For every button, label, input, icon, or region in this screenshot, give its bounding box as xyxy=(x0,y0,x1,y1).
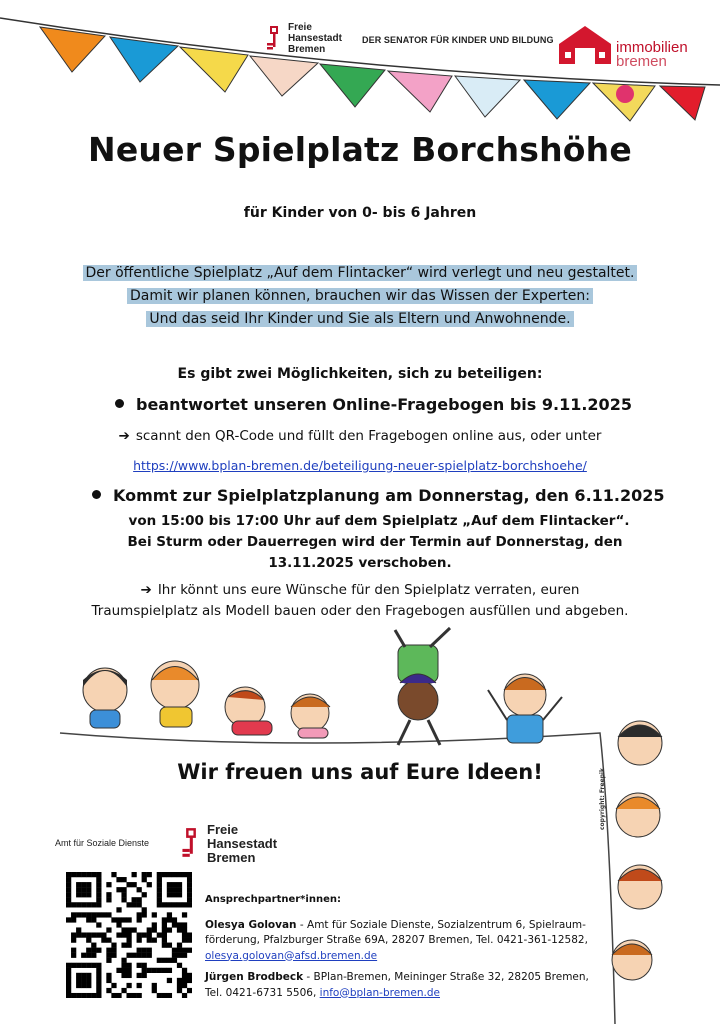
option2-desc-line: Traumspielplatz als Modell bauen oder den Fragebogen ausfüllen und abgeben. xyxy=(91,603,629,619)
contact-email-link[interactable]: olesya.golovan@afsd.bremen.de xyxy=(205,949,378,962)
contact-name: Olesya Golovan xyxy=(205,918,297,931)
contact-info: förderung, Pfalzburger Straße 69A, 28207 Bremen, Tel. 0421-361-12582, xyxy=(205,934,588,946)
bremen-logo-line1: Freie xyxy=(207,822,239,837)
option1-title-text: beantwortet unseren Online-Fragebogen bis 9.11.2025 xyxy=(136,395,632,414)
kid-handstand-icon xyxy=(395,628,450,745)
contact-info: - BPlan-Bremen, Meininger Straße 32, 28205 Bremen, xyxy=(303,971,589,983)
arrow-right-icon: ➔ xyxy=(140,582,152,598)
option2-details xyxy=(0,511,720,574)
kid-waving-icon xyxy=(488,674,562,743)
survey-link-row xyxy=(0,458,720,473)
contacts-block xyxy=(205,892,589,1007)
bremen-key-icon xyxy=(265,26,283,52)
intro-paragraph xyxy=(0,262,720,331)
contact-olesya xyxy=(205,918,589,965)
senator-label: DER SENATOR FÜR KINDER UND BILDUNG xyxy=(362,35,554,45)
kid-boy-icon xyxy=(151,661,199,727)
bremen-logo-line2: Hansestadt xyxy=(288,33,342,44)
amt-label: Amt für Soziale Dienste xyxy=(55,838,150,848)
option2-title-text: Kommt zur Spielplatzplanung am Donnerstag, den 6.11.2025 xyxy=(113,486,665,505)
bremen-logo xyxy=(265,22,342,55)
kid-smiling-icon xyxy=(291,694,330,738)
contacts-heading: Ansprechpartner*innen: xyxy=(205,894,341,905)
immobilien-line1: immobilien xyxy=(616,39,688,56)
contact-juergen xyxy=(205,970,589,1001)
contact-info: - Amt für Soziale Dienste, Sozialzentrum 6, Spielraum- xyxy=(296,918,586,931)
option1-desc-text: scannt den QR-Code und füllt den Fragebogen online aus, oder unter xyxy=(135,428,602,444)
survey-link[interactable]: https://www.bplan-bremen.de/beteiligung-neuer-spielplatz-borchshoehe/ xyxy=(133,458,587,473)
immobilien-line2: bremen xyxy=(616,53,667,70)
immobilien-house-icon xyxy=(555,22,615,66)
option2-title xyxy=(92,486,665,505)
bremen-logo-footer xyxy=(180,823,277,865)
page-title: Neuer Spielplatz Borchshöhe xyxy=(88,130,632,169)
contact-name: Jürgen Brodbeck xyxy=(205,971,304,983)
bullet-icon xyxy=(115,399,124,408)
bremen-logo-line3: Bremen xyxy=(288,44,326,55)
option1-title xyxy=(115,395,632,414)
contact-info: Tel. 0421-6731 5506, xyxy=(205,986,320,999)
immobilien-wordmark xyxy=(616,41,688,69)
option1-description xyxy=(0,428,720,444)
bremen-logo-line1: Freie xyxy=(288,22,312,33)
option2-line: Bei Sturm oder Dauerregen wird der Termin auf Donnerstag, den xyxy=(127,534,623,550)
qr-code[interactable] xyxy=(66,872,192,998)
option2-desc-line: Ihr könnt uns eure Wünsche für den Spielplatz verraten, euren xyxy=(157,582,580,598)
option2-description xyxy=(0,580,720,622)
copyright-note: copyright: Freepik xyxy=(599,768,606,830)
intro-line: Und das seid Ihr Kinder und Sie als Eltern und Anwohnende. xyxy=(146,311,573,327)
header xyxy=(0,0,720,125)
option2-line: von 15:00 bis 17:00 Uhr auf dem Spielplatz „Auf dem Flintacker“. xyxy=(128,513,630,529)
intro-line: Der öffentliche Spielplatz „Auf dem Flintacker“ wird verlegt und neu gestaltet. xyxy=(83,265,638,281)
bullet-icon xyxy=(92,490,101,499)
intro-line: Damit wir planen können, brauchen wir das Wissen der Experten: xyxy=(127,288,593,304)
bremen-logo-line3: Bremen xyxy=(207,850,256,865)
contact-email-link[interactable]: info@bplan-bremen.de xyxy=(319,986,440,999)
arrow-right-icon: ➔ xyxy=(118,428,130,444)
kid-lying-icon xyxy=(225,687,272,735)
option2-line: 13.11.2025 verschoben. xyxy=(268,555,452,571)
closing-text: Wir freuen uns auf Eure Ideen! xyxy=(177,760,543,784)
bremen-key-icon xyxy=(180,827,202,861)
ways-heading: Es gibt zwei Möglichkeiten, sich zu beteiligen: xyxy=(177,366,543,382)
kid-girl-icon xyxy=(83,668,127,728)
bremen-logo-line2: Hansestadt xyxy=(207,836,278,851)
subtitle: für Kinder von 0- bis 6 Jahren xyxy=(243,205,477,221)
